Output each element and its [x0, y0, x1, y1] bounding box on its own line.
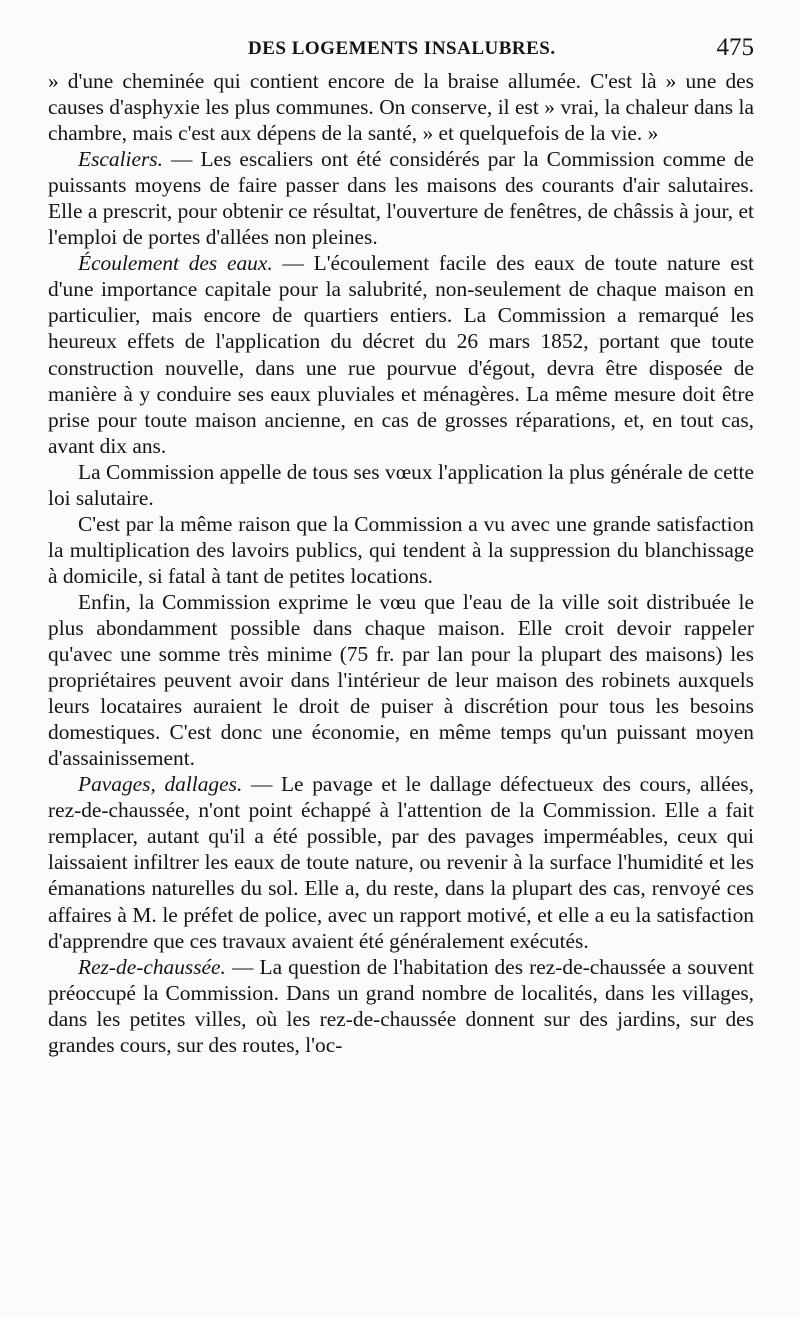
paragraph-text: — L'écoulement facile des eaux de toute nature est d'une importance capitale pour la salubrité, non-seulement de chaque maison en particulier, mais encore de quartiers entiers. La Commission a remarqué les heureux effets de l'application du décret du 26 mars 1852, portant que toute construction nouvelle, dans une rue pourvue d'égout, devra être disposée de manière à y conduire ses eaux pluviales et ménagères. La même mesure doit être prise pour toute maison ancienne, en cas de grosses réparations, et, en tout cas, avant dix ans. — [48, 251, 754, 458]
book-page — [48, 30, 754, 1058]
paragraph-lead: Pavages, dallages. — [78, 772, 243, 797]
paragraph-lead: Escaliers. — [78, 147, 163, 172]
paragraph-escaliers — [48, 146, 754, 250]
page-number: 475 — [716, 34, 754, 61]
paragraph-text: C'est par la même raison que la Commission a vu avec une grande satisfaction la multiplication des lavoirs publics, qui tendent à la suppression du blanchissage à domicile, si fatal à tant de petites locations. — [48, 511, 754, 588]
paragraph-text: La Commission appelle de tous ses vœux l'application la plus générale de cette loi salutaire. — [48, 459, 754, 510]
paragraph-text: Enfin, la Commission exprime le vœu que l'eau de la ville soit distribuée le plus abondamment possible dans chaque maison. Elle croit devoir rappeler qu'avec une somme très minime (75 fr. par lan pour la plupart des maisons) les propriétaires peuvent avoir dans l'intérieur de leur maison des robinets auxquels leurs locataires auraient le droit de puiser à discrétion pour tous les besoins domestiques. C'est donc une économie, en même temps qu'un puissant moyen d'assainissement. — [48, 589, 754, 771]
body-text — [48, 68, 754, 1058]
running-title: DES LOGEMENTS INSALUBRES. — [248, 38, 556, 59]
page-header — [48, 30, 754, 68]
paragraph-pavages — [48, 771, 754, 953]
paragraph-lavoirs — [48, 511, 754, 589]
paragraph-text: — La question de l'habitation des rez-de-chaussée a souvent préoccupé la Commission. Dans un grand nombre de localités, dans les villages, dans les petites villes, où les rez-de-chaussée donnent sur des jardins, sur des grandes cours, sur des routes, l'oc- — [48, 954, 754, 1057]
paragraph-quote-end — [48, 68, 754, 146]
paragraph-lead: Rez-de-chaussée. — [78, 954, 226, 979]
paragraph-loi — [48, 459, 754, 511]
paragraph-lead: Écoulement des eaux. — [78, 251, 273, 276]
paragraph-text: — Le pavage et le dallage défectueux des cours, allées, rez-de-chaussée, n'ont point échappé à l'attention de la Commission. Elle a fait remplacer, autant qu'il a été possible, par des pavages imperméables, ceux qui laissaient infiltrer les eaux de toute nature, ou revenir à la surface l'humidité et les émanations naturelles du sol. Elle a, du reste, dans la plupart des cas, renvoyé ces affaires à M. le préfet de police, avec un rapport motivé, et elle a eu la satisfaction d'apprendre que ces travaux avaient été généralement exécutés. — [48, 772, 754, 953]
paragraph-eau — [48, 589, 754, 771]
paragraph-text: — Les escaliers ont été considérés par la Commission comme de puissants moyens de faire passer dans les maisons des courants d'air salutaires. Elle a prescrit, pour obtenir ce résultat, l'ouverture de fenêtres, de châssis à jour, et l'emploi de portes d'allées non pleines. — [48, 147, 754, 250]
paragraph-rez-de-chaussee — [48, 954, 754, 1058]
paragraph-text: » d'une cheminée qui contient encore de la braise allumée. C'est là » une des causes d'asphyxie les plus communes. On conserve, il est » vrai, la chaleur dans la chambre, mais c'est aux dépens de la santé, » et quelquefois de la vie. » — [48, 69, 754, 146]
paragraph-ecoulement — [48, 250, 754, 458]
